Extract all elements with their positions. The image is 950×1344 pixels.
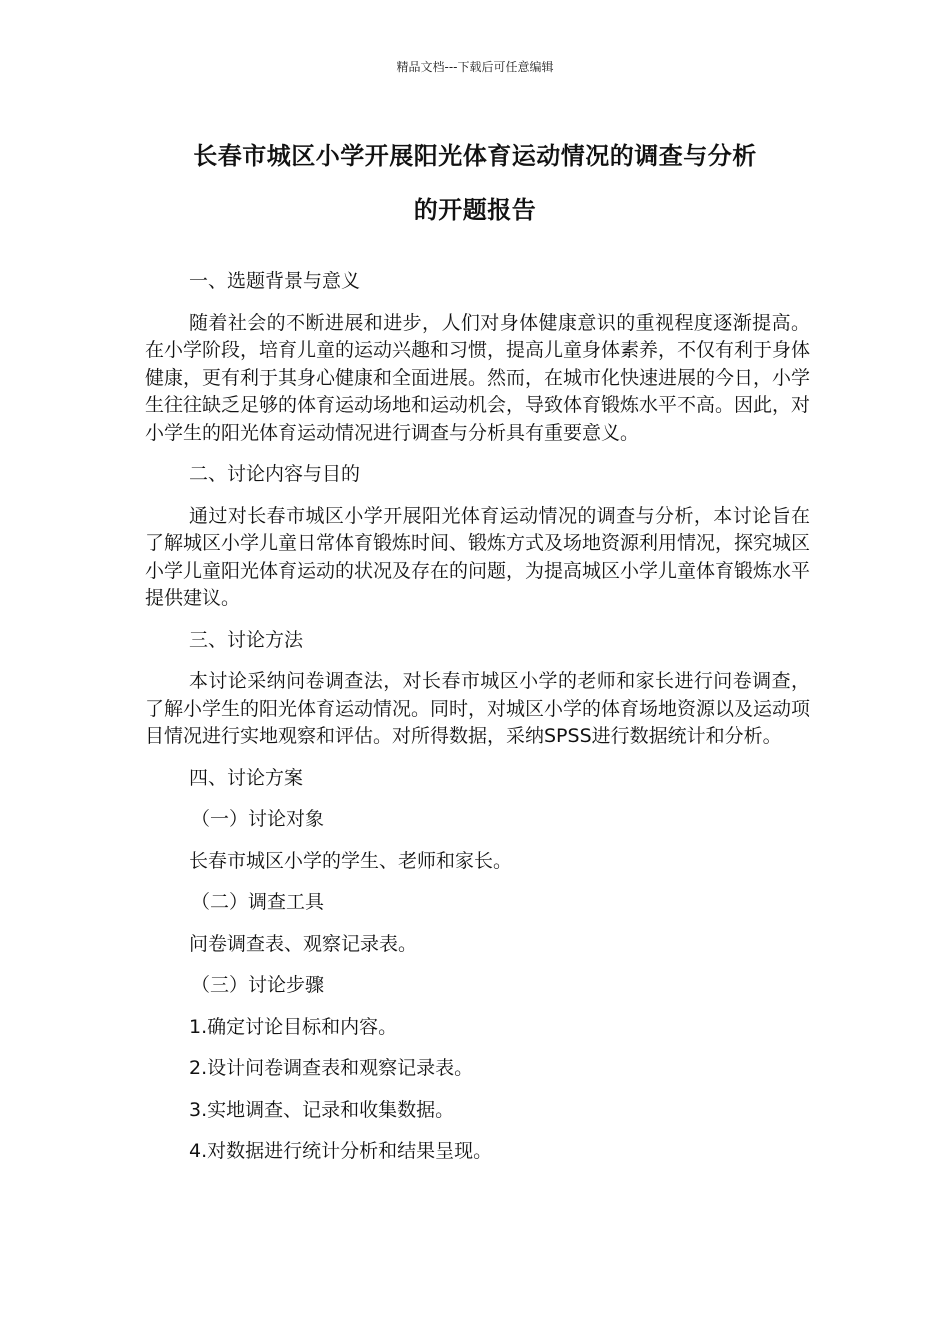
research-subjects-text: 长春市城区小学的学生、老师和家长。 — [189, 849, 513, 872]
section-1-heading: 一、选题背景与意义 — [189, 270, 361, 292]
section-4-heading: 四、讨论方案 — [189, 766, 304, 789]
section-1-paragraph: 随着社会的不断进展和进步，人们对身体健康意识的重视程度逐渐提高。在小学阶段，培育儿童的运动兴趣和习惯，提高儿童身体素养，不仅有利于身体健康，更有利于其身心健康和全面进展。然而，在城市化快速进展的今日，小学生往往缺乏足够的体育运动场地和运动机会，导致体育锻炼水平不高。因此，对小学生的阳光体育运动情况进行调查与分析具有重要意义。 — [145, 311, 811, 444]
survey-tools-text: 问卷调查表、观察记录表。 — [189, 932, 418, 955]
step-item: 3.实地调查、记录和收集数据。 — [189, 1098, 455, 1121]
step-item: 2.设计问卷调查表和观察记录表。 — [189, 1057, 474, 1079]
section-3-paragraph: 本讨论采纳问卷调查法，对长春市城区小学的老师和家长进行问卷调查，了解小学生的阳光体育运动情况。同时，对城区小学的体育场地资源以及运动项目情况进行实地观察和评估。对所得数据，采纳SPSS进行数据统计和分析。 — [145, 670, 811, 747]
step-item: 4.对数据进行统计分析和结果呈现。 — [189, 1140, 493, 1162]
section-2-heading: 二、讨论内容与目的 — [189, 463, 361, 485]
subsection-survey-tools: （二）调查工具 — [191, 891, 325, 913]
section-2-paragraph: 通过对长春市城区小学开展阳光体育运动情况的调查与分析，本讨论旨在了解城区小学儿童日常体育锻炼时间、锻炼方式及场地资源利用情况，探究城区小学儿童阳光体育运动的状况及存在的问题，为提高城区小学儿童体育锻炼水平提供建议。 — [145, 504, 811, 609]
section-3-heading: 三、讨论方法 — [189, 628, 304, 651]
document-title-line-1: 长春市城区小学开展阳光体育运动情况的调查与分析 — [193, 142, 757, 170]
subsection-research-steps: （三）讨论步骤 — [191, 974, 325, 996]
page-header: 精品文档---下载后可任意编辑 — [396, 60, 554, 74]
step-item: 1.确定讨论目标和内容。 — [189, 1015, 398, 1038]
subsection-research-subjects: （一）讨论对象 — [191, 808, 325, 830]
document-body — [145, 268, 810, 1180]
document-title-line-2: 的开题报告 — [413, 196, 537, 224]
